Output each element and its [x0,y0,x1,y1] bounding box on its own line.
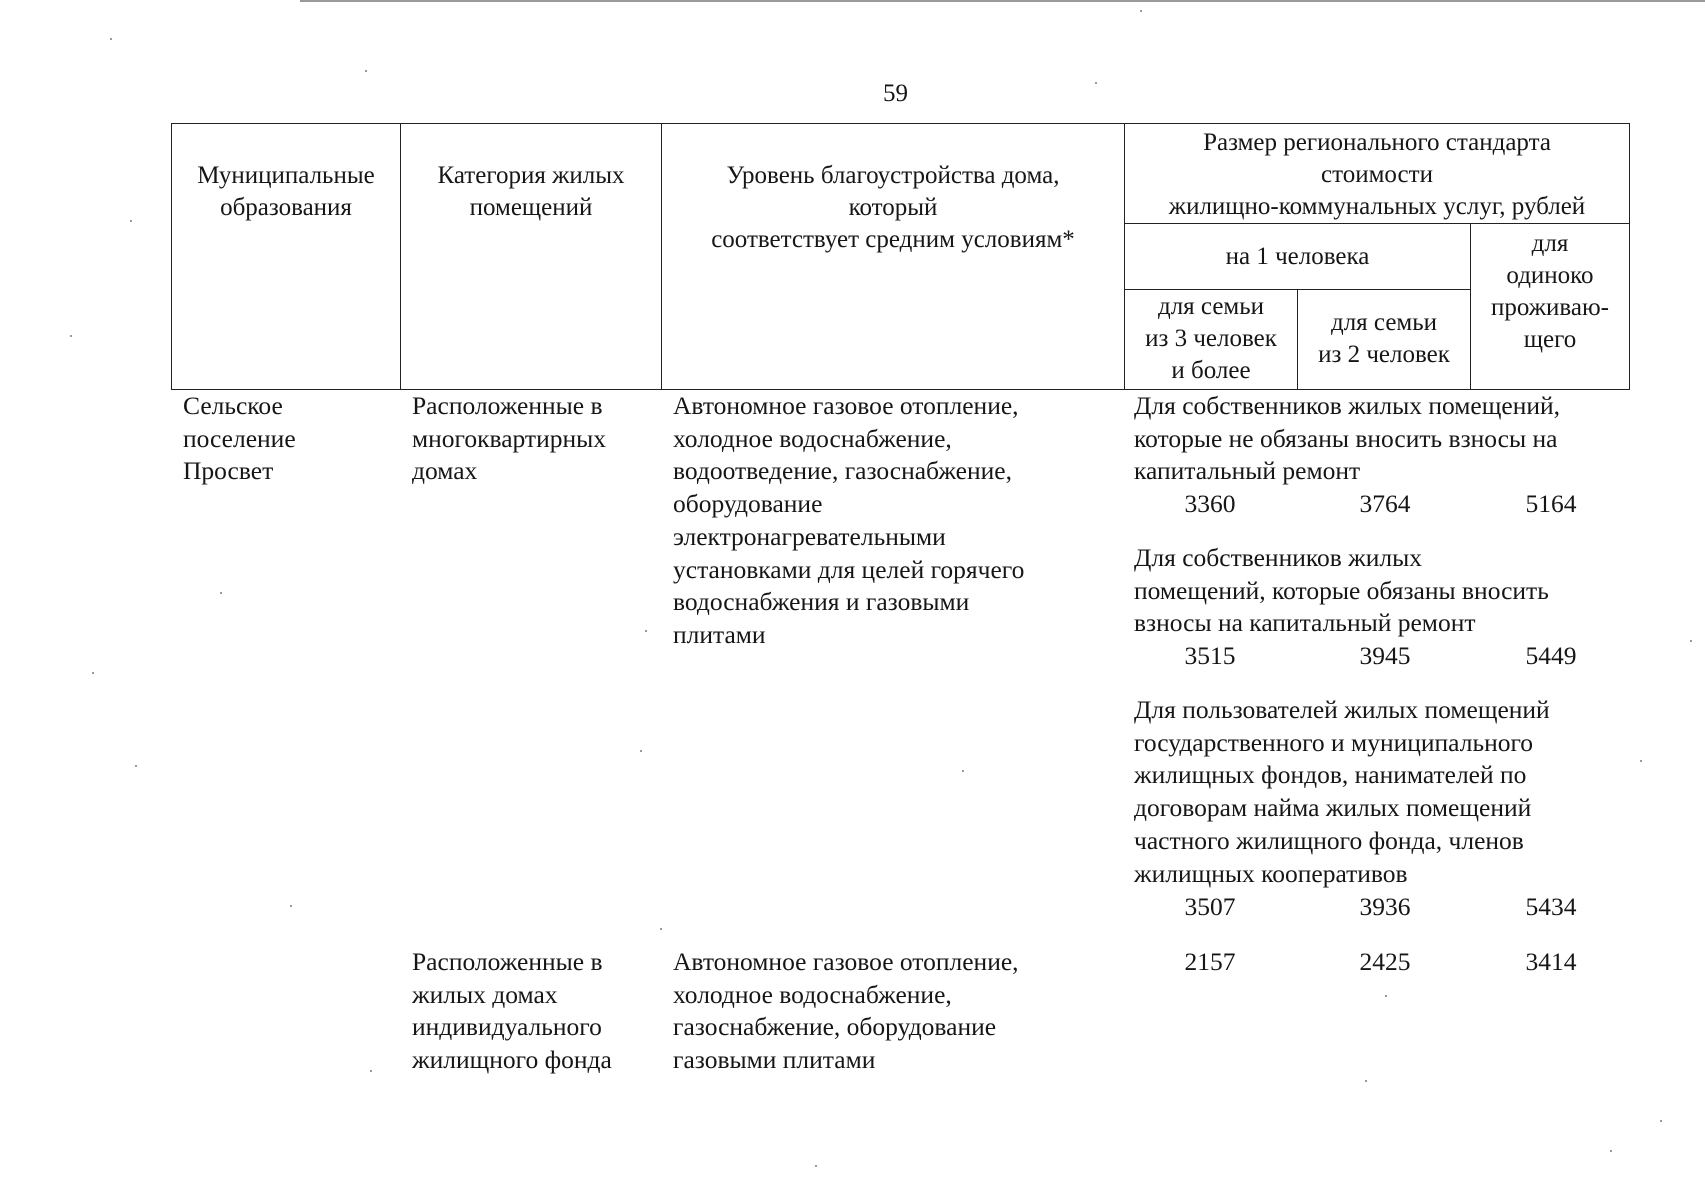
header-category [400,123,662,390]
row1-municipality [183,390,296,488]
group2-value-family2: 3945 [1359,641,1411,670]
row1-category [412,390,606,488]
text-line: помещений, которые обязаны вносить [1134,575,1549,605]
page-number: 59 [883,80,908,107]
text-line: частного жилищного фонда, членов [1134,825,1524,855]
header-text-line: для семьи [1157,293,1265,320]
text-line: Расположенные в [412,391,603,420]
text-line: жилищного фонда [412,1045,612,1075]
row2-value-single: 3414 [1525,947,1577,976]
header-text-line: Категория жилых [437,162,625,189]
header-text-line: соответствует средним условиям* [711,226,1075,253]
scan-speck [220,592,222,594]
text-line: установками для целей горячего [673,554,1025,584]
row2-category [412,946,612,1077]
scan-speck [1610,1150,1612,1152]
header-municipal [171,123,401,390]
text-line: жилищных кооперативов [1134,858,1408,888]
text-line: Сельское [183,391,283,420]
scan-speck [640,750,642,752]
row1-level [673,390,1024,652]
group1-value-family2: 3764 [1359,489,1411,518]
text-line: Расположенные в [412,947,603,976]
scan-speck [660,928,662,930]
header-text-line: из 2 человек [1318,341,1450,368]
text-line: многоквартирных [412,423,607,453]
scan-speck [92,672,94,674]
scan-speck [1140,10,1142,12]
header-text-line: на 1 человека [1225,243,1370,270]
text-line: жилых домах [412,979,558,1009]
text-line: которые не обязаны вносить взносы на [1134,423,1558,453]
text-line: капитальный ремонт [1134,456,1361,486]
text-line: холодное водоснабжение, [673,423,952,453]
scan-speck [962,770,964,772]
header-text-line: одиноко [1506,262,1594,289]
group1-value-family3: 3360 [1184,489,1236,518]
header-text-line: щего [1523,326,1577,353]
text-line: Автономное газовое отопление, [673,391,1019,420]
scan-speck [365,70,367,72]
text-line: холодное водоснабжение, [673,979,952,1009]
text-line: Для собственников жилых помещений, [1134,391,1561,420]
text-line: газоснабжение, оборудование [673,1012,997,1042]
text-line: Просвет [183,456,274,486]
text-line: оборудование [673,489,823,519]
scan-speck [1660,1120,1662,1122]
group2-value-single: 5449 [1525,641,1577,670]
group2-value-family3: 3515 [1184,641,1236,670]
text-line: договорам найма жилых помещений [1134,793,1532,823]
header-text-line: для [1531,230,1569,257]
header-text-line: помещений [469,194,593,221]
scan-speck [645,630,647,632]
text-line: жилищных фондов, нанимателей по [1134,760,1527,790]
group3-value-family3: 3507 [1184,892,1236,921]
text-line: поселение [183,423,296,453]
text-line: газовыми плитами [673,1045,876,1075]
text-line: водоотведение, газоснабжение, [673,456,1012,486]
header-per-person [1124,223,1471,290]
scan-speck [110,38,112,40]
header-text-line: для семьи [1330,309,1438,336]
group3-value-single: 5434 [1525,892,1577,921]
text-line: индивидуального [412,1012,602,1042]
top-border-line [300,0,1705,2]
scan-speck [70,335,72,337]
header-level [661,123,1125,390]
header-text-line: проживаю- [1491,294,1609,321]
row2-value-family2: 2425 [1359,947,1411,976]
header-single [1470,223,1630,390]
scan-speck [1095,82,1097,84]
scan-speck [135,765,137,767]
scan-speck [130,220,132,222]
group3-label [1134,694,1550,890]
scan-speck [815,1165,817,1167]
scan-speck [1385,995,1387,997]
header-text-line: стоимости [1321,161,1433,188]
group1-label [1134,390,1560,488]
text-line: водоснабжения и газовыми [673,587,970,617]
group2-label [1134,542,1549,640]
scan-speck [1690,640,1692,642]
text-line: государственного и муниципального [1134,727,1534,757]
header-text-line: образования [220,194,352,221]
row2-level [673,946,1019,1077]
text-line: плитами [673,619,766,649]
header-standard [1124,123,1630,224]
header-text-line: и более [1171,357,1251,384]
header-text-line: жилищно-коммунальных услуг, рублей [1168,193,1586,220]
header-text-line: из 3 человек [1145,325,1277,352]
scan-speck [290,905,292,907]
header-text-line: который [848,194,938,221]
row2-value-family3: 2157 [1184,947,1236,976]
header-family2 [1297,289,1471,390]
text-line: домах [412,456,478,486]
header-text-line: Муниципальные [197,162,375,189]
text-line: Для пользователей жилых помещений [1134,695,1550,724]
scan-speck [1640,760,1642,762]
text-line: Автономное газовое отопление, [673,947,1019,976]
scan-speck [370,1070,372,1072]
group1-value-single: 5164 [1525,489,1577,518]
header-text-line: Уровень благоустройства дома, [726,162,1060,189]
group3-value-family2: 3936 [1359,892,1411,921]
text-line: электронагревательными [673,521,946,551]
scan-speck [1365,1080,1367,1082]
header-text-line: Размер регионального стандарта [1203,129,1551,156]
header-family3 [1124,289,1298,390]
text-line: Для собственников жилых [1134,543,1423,572]
text-line: взносы на капитальный ремонт [1134,608,1476,638]
